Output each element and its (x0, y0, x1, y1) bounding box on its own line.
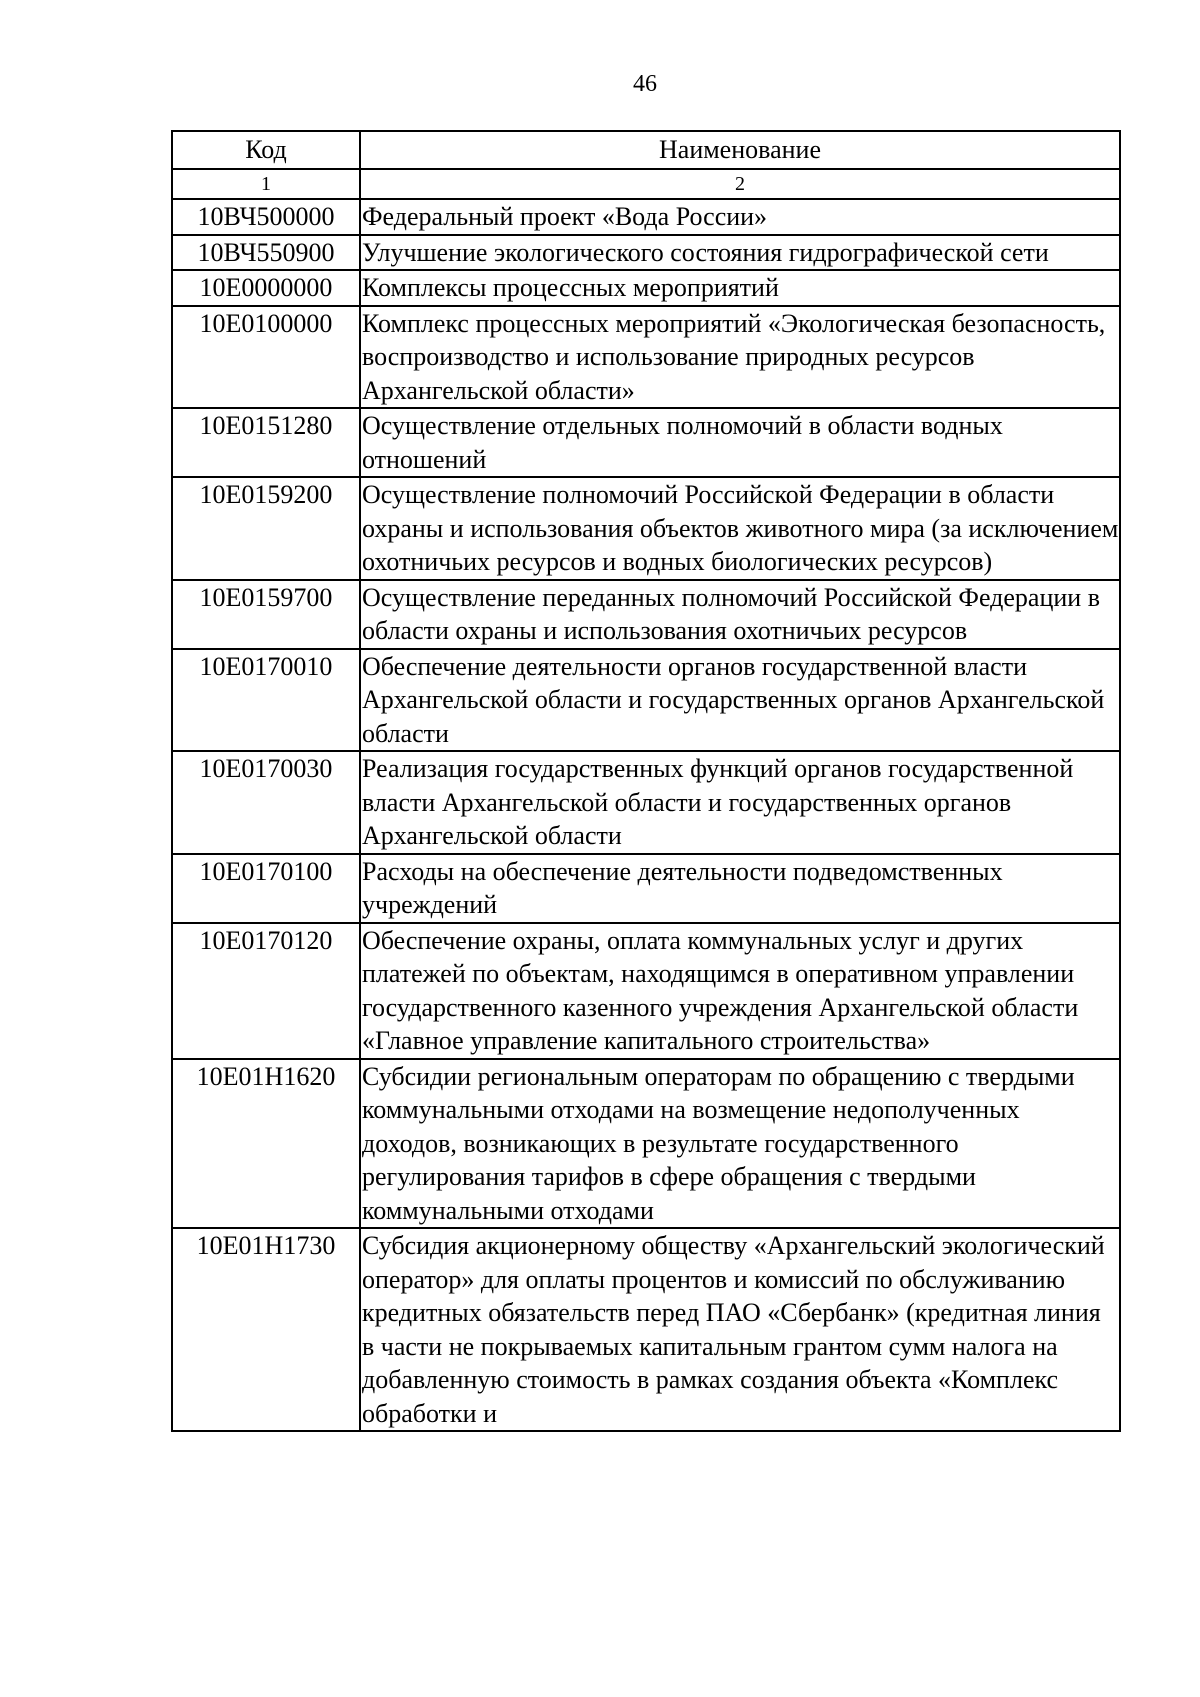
table-row (172, 580, 1120, 649)
table-row (172, 751, 1120, 854)
row-code: 10Е0151280 (172, 408, 360, 477)
row-code: 10Е0170030 (172, 751, 360, 854)
row-name: Субсидии региональным операторам по обращению с твердыми коммунальными отходами на возмещение недополученных доходов, возникающих в результате государственного регулирования тарифов в сфере обращения с твердыми коммунальными отходами (360, 1059, 1120, 1229)
column-number-code: 1 (172, 169, 360, 199)
row-code: 10Е0170010 (172, 649, 360, 752)
row-name: Осуществление отдельных полномочий в области водных отношений (360, 408, 1120, 477)
column-number-name: 2 (360, 169, 1120, 199)
table-body (172, 169, 1120, 1431)
row-code: 10Е0159700 (172, 580, 360, 649)
table-row (172, 235, 1120, 271)
row-name: Осуществление полномочий Российской Федерации в области охраны и использования объектов животного мира (за исключением охотничьих ресурсов и водных биологических ресурсов) (360, 477, 1120, 580)
header-row (172, 131, 1120, 169)
header-code: Код (172, 131, 360, 169)
table-row (172, 923, 1120, 1059)
table-row (172, 854, 1120, 923)
table-row (172, 199, 1120, 235)
table-row (172, 270, 1120, 306)
header-name: Наименование (360, 131, 1120, 169)
row-name: Осуществление переданных полномочий Российской Федерации в области охраны и использования охотничьих ресурсов (360, 580, 1120, 649)
page-number: 46 (633, 71, 657, 97)
budget-code-table (171, 130, 1121, 1432)
row-name: Обеспечение охраны, оплата коммунальных услуг и других платежей по объектам, находящимся в оперативном управлении государственного казенного учреждения Архангельской области «Главное управление капитального строительства» (360, 923, 1120, 1059)
table-row (172, 306, 1120, 409)
column-number-row (172, 169, 1120, 199)
row-name: Реализация государственных функций органов государственной власти Архангельской области и государственных органов Архангельской области (360, 751, 1120, 854)
row-name: Комплекс процессных мероприятий «Экологическая безопасность, воспроизводство и использование природных ресурсов Архангельской области» (360, 306, 1120, 409)
table-row (172, 408, 1120, 477)
row-name: Субсидия акционерному обществу «Архангельский экологический оператор» для оплаты процентов и комиссий по обслуживанию кредитных обязательств перед ПАО «Сбербанк» (кредитная линия в части не покрываемых капитальным грантом сумм налога на добавленную стоимость в рамках создания объекта «Комплекс обработки и (360, 1228, 1120, 1431)
row-name: Комплексы процессных мероприятий (360, 270, 1120, 306)
row-code: 10Е0000000 (172, 270, 360, 306)
row-code: 10Е0159200 (172, 477, 360, 580)
row-code: 10Е0170100 (172, 854, 360, 923)
row-name: Улучшение экологического состояния гидрографической сети (360, 235, 1120, 271)
row-code: 10ВЧ500000 (172, 199, 360, 235)
row-code: 10Е0100000 (172, 306, 360, 409)
table-row (172, 649, 1120, 752)
row-code: 10Е0170120 (172, 923, 360, 1059)
row-name: Обеспечение деятельности органов государственной власти Архангельской области и государственных органов Архангельской области (360, 649, 1120, 752)
table-row (172, 477, 1120, 580)
table-row (172, 1228, 1120, 1431)
table-header (172, 131, 1120, 169)
row-code: 10Е01Н1730 (172, 1228, 360, 1431)
table-row (172, 1059, 1120, 1229)
row-code: 10Е01Н1620 (172, 1059, 360, 1229)
row-name: Расходы на обеспечение деятельности подведомственных учреждений (360, 854, 1120, 923)
row-code: 10ВЧ550900 (172, 235, 360, 271)
row-name: Федеральный проект «Вода России» (360, 199, 1120, 235)
